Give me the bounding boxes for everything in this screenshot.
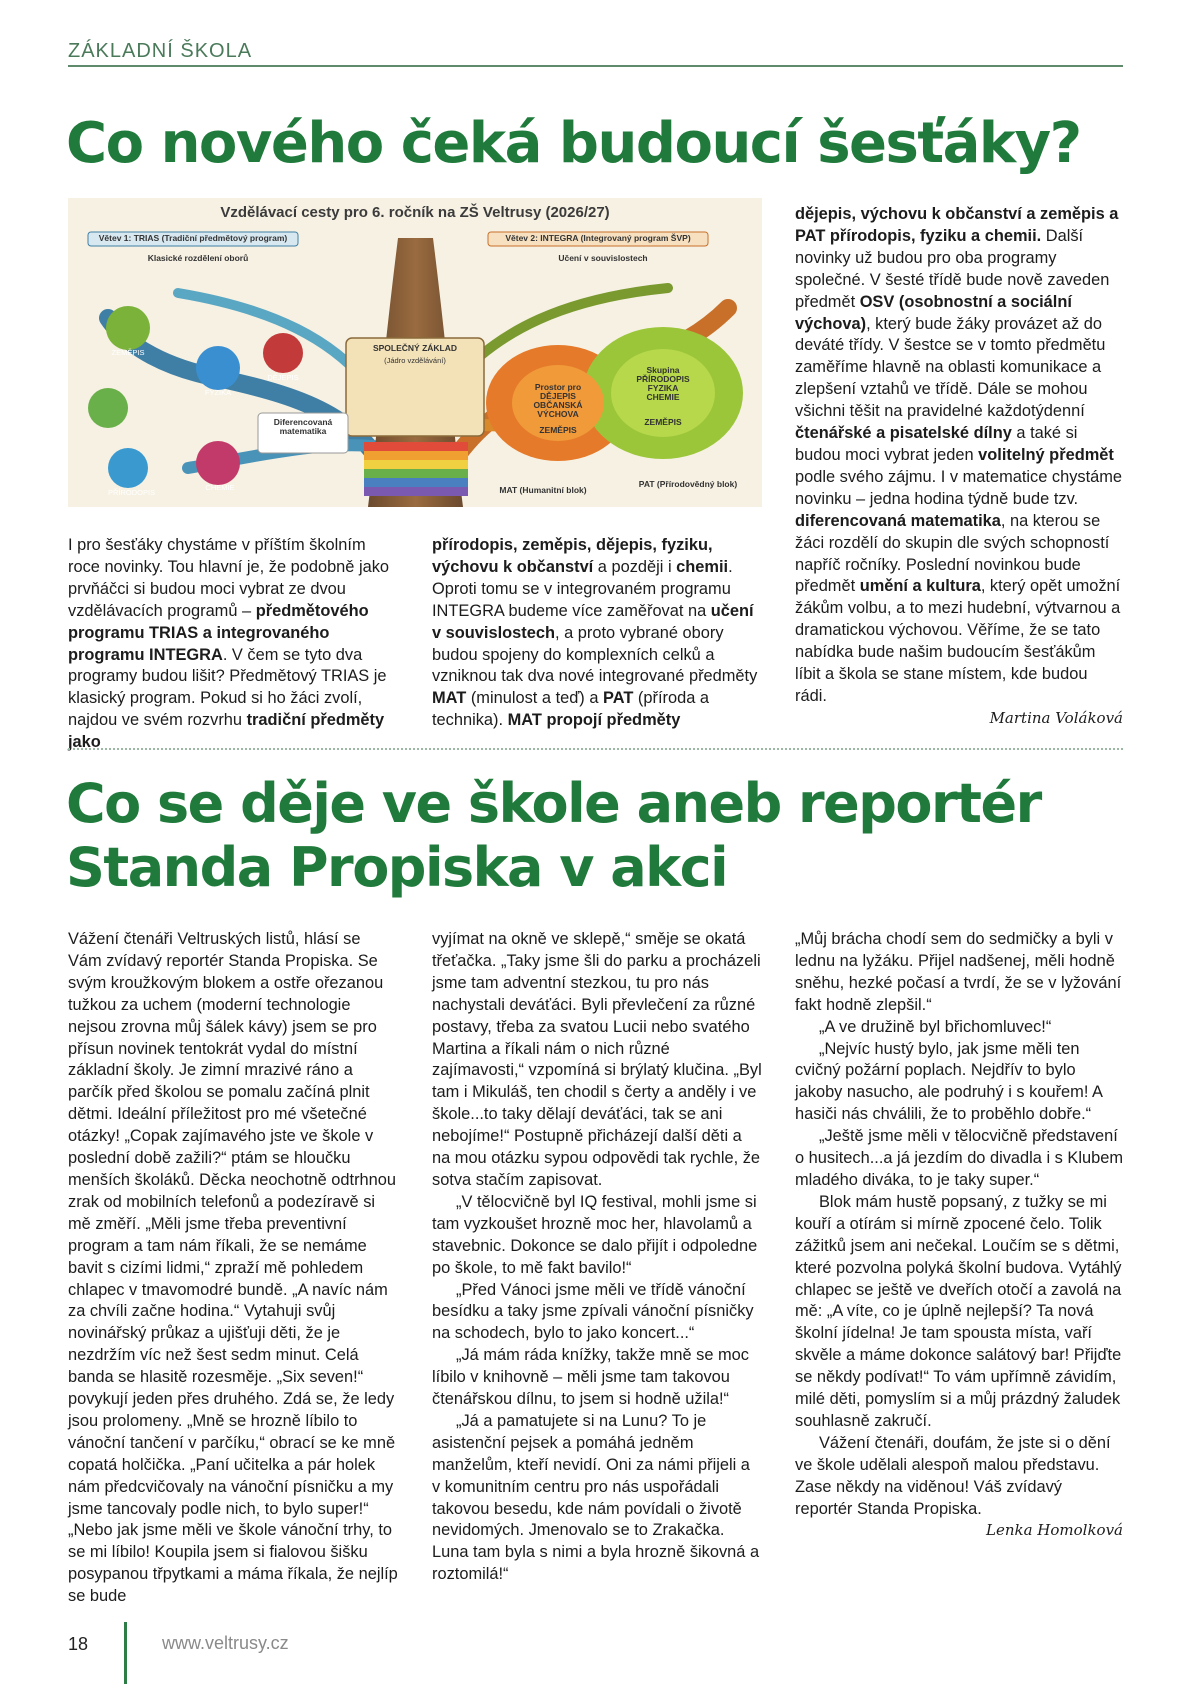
pat-block-text: Skupina PŘÍRODOPIS FYZIKA CHEMIE [636,365,690,402]
pat-label: PAT (Přírodovědný blok) [638,479,738,489]
paragraph: „V tělocvičně byl IQ festival, mohli jsme si tam vyzkoušet hrozně moc her, hlavolamů a stavebnic. Dokonce se dalo přijít i odpoledne po škole, to mě fakt bavilo!“ [432,1192,758,1277]
footer-url[interactable]: www.veltrusy.cz [162,1633,289,1653]
paragraph: „A ve družině byl břichomluvec!“ [819,1017,1052,1036]
article1-column-3-text [795,204,1123,708]
paragraph: „Nejvíc hustý bylo, jak jsme měli ten cvičný požární poplach. Nejdřív to bylo jakoby nasucho, ale podruhý i s kouřem! A hasiči nás chválili, že to proběhlo dobře.“ [795,1039,1103,1124]
paragraph: dějepis, výchovu k občanství a zeměpis a PAT přírodopis, fyziku a chemii. Další novinky už budou pro oba programy společné. V šesté třídě bude nově zaveden předmět OSV (osobnostní a sociální výchova), který bude žáky provázet až do deváté třídy. V šestce se v tomto předmětu zaměříme hlavně na oblasti komunikace a zlepšení vztahů ve třídě. Dále se mohou všichni těšit na pravidelné každotýdenní čtenářské a pisatelské dílny a také si budou moci vybrat jeden volitelný předmět podle svého zájmu. I v matematice chystáme novinku – jedna hodina týdně bude tzv. diferencovaná matematika, na kterou se žáci rozdělí do skupin dle svých schopností napříč ročníky. Poslední novinkou bude předmět umění a kultura, který opět umožní žákům volbu, a to mezi hudební, výtvarnou a dramatickou výchovou. Věříme, že se tato nabídka bude našim budoucím šesťákům líbit a škola se stane místem, kde budou rádi. [795,205,1123,705]
article2-headline-line2: Standa Propiska v akci [66,836,728,899]
illustration-title: Vzdělávací cesty pro 6. ročník na ZŠ Veltrusy (2026/27) [220,204,610,221]
article2-column-3-text [795,929,1123,1520]
top-rule [68,65,1123,67]
mat-label: MAT (Humanitní blok) [499,485,587,495]
paragraph: vyjímat na okně ve sklepě,“ směje se okatá třeťačka. „Taky jsme šli do parku a procházeli jsme tam adventní stezkou, tu pro nás nachystali deváťáci. Byli převlečení za různé postavy, třeba za svatou Lucii nebo svatého Martina a říkali nám o nich různé zajímavosti,“ vzpomíná si brýlatý klučina. „Byl tam i Mikuláš, ten chodil s čerty a anděly i ve škole...to taky dělají deváťáci, tak se ani nebojíme!“ Postupně přicházejí další děti a na mou otázku sypou odpovědi tak rychle, že sotva stačím zapisovat. [432,930,762,1189]
pat-block-text-2: ZEMĚPIS [644,417,682,427]
page-number: 18 [68,1634,89,1654]
paragraph: Blok mám hustě popsaný, z tužky se mi kouří a otírám si mírně zpocené čelo. Tolik zážitků jsem ani nečekal. Loučím se s dětmi, které pozvolna polyká školní budova. Vytáhlý chlapec se ještě ve dveřích otočí a zavolá na mě: „A víte, co je úplně nejlepší? Ta nová školní jídelna! Je tam spousta místa, vaří skvěle a máme dokonce salátový bar! Přijďte se někdy podívat!“ To vám upřímně závidím, milé děti, pomyslím si a můj prázdný žaludek souhlasně zakručí. [795,1192,1122,1430]
article2-signature: Lenka Homolková [986,1521,1123,1540]
branch1-label: Větev 1: TRIAS (Tradiční předmětový program) [98,233,288,243]
branch2-label: Větev 2: INTEGRA (Integrovaný program ŠVP) [505,233,691,243]
footer-bar [124,1622,127,1684]
article-divider [68,748,1123,750]
paragraph: Vážení čtenáři, doufám, že jste si o dění ve škole udělali alespoň malou představu. Zase někdy na viděnou! Váš zvídavý reportér Standa Propiska. [795,1433,1111,1518]
mat-block-text: Prostor pro DĚJEPIS OBČANSKÁ VÝCHOVA [533,382,583,419]
article2-column-3 [795,929,1123,1542]
education-tree-illustration [68,198,762,507]
paragraph: „Ještě jsme měli v tělocvičně představení o husitech...a já jezdím do divadla i s Klubem mladého diváka, to je taky super.“ [795,1127,1123,1189]
paragraph: „Já mám ráda knížky, takže mně se moc líbilo v knihovně – měli jsme tam takovou čtenářskou dílnu, to jsem si hodně užila!“ [432,1346,749,1409]
article1-signature: Martina Voláková [989,708,1123,727]
article1-headline: Co nového čeká budoucí šesťáky? [66,111,1081,176]
common-base-title: SPOLEČNÝ ZÁKLAD [372,343,458,353]
article2-column-2 [432,929,762,1586]
article2-headline-line1: Co se děje ve škole aneb reportér [66,772,1041,835]
mat-block-text-2: ZEMĚPIS [539,425,577,435]
apple-label-5: CHEMIE [205,483,235,492]
article2-column-1 [68,929,398,1608]
common-base-sub: (Jádro vzdělávání) [384,356,446,365]
article1-column-3 [795,204,1123,730]
paragraph: přírodopis, zeměpis, dějepis, fyziku, výchovu k občanství a později i chemii. Oproti tomu se v integrovaném programu INTEGRA budeme více zaměřovat na učení v souvislostech, a proto vybrané obory budou spojeny do komplexních celků a vzniknou tak dva nové integrované předměty MAT (minulost a teď) a PAT (příroda a technika). MAT propojí předměty [432,536,758,730]
diff-math-label: Diferencovaná matematika [273,417,333,436]
apple-label-2: FYZIKA [204,388,232,397]
article1-column-2 [432,535,762,732]
paragraph: I pro šesťáky chystáme v příštím školním roce novinky. Tou hlavní je, že podobně jako prvňáčci si budou moci vybrat ze dvou vzdělávacích programů – předmětového programu TRIAS a integrovaného programu INTEGRA. V čem se tyto dva programy budou lišit? Předmětový TRIAS je klasický program. Pokud si ho žáci zvolí, najdou ve svém rozvrhu tradiční předměty jako [68,536,390,752]
section-label: ZÁKLADNÍ ŠKOLA [68,40,253,62]
apple-label-1: ZEMĚPIS [111,348,145,357]
apple-label-3: DĚJEPIS [267,373,299,382]
paragraph: Vážení čtenáři Veltruských listů, hlásí se Vám zvídavý reportér Standa Propiska. Se svým kroužkovým blokem a ostře ořezanou tužkou za uchem (moderní technologie nejsou zrovna můj šálek kávy) jsem se pro přísun novinek tentokrát vydal do místní základní školy. Je zimní mrazivé ráno a parčík před školou se pomalu začíná plnit dětmi. Ideální příležitost pro mé všetečné otázky! „Copak zajímavého jste ve škole v poslední době zažili?“ ptám se hloučku menších školáků. Děcka neochotně odtrhnou zrak od mobilních telefonů a podezíravě si mě změří. „Měli jsme třeba preventivní program a tam nám říkali, že se nemáme bavit s cizími lidmi,“ zpraží mě pohledem chlapec v tmavomodré bundě. „A navíc nám za chvíli začne hodina.“ Vytahuji svůj novinářský průkaz a ujišťuji děti, že je nezdržím víc než šest sedm minut. Celá banda se hlasitě rozesměje. „Six seven!“ povykují jeden přes druhého. Zdá se, že ledy jsou prolomeny. „Mně se hrozně líbilo to vánoční tančení v parčíku,“ obrací se ke mně copatá holčička. „Paní učitelka a pár holek nám předcvičovaly na vánoční písničku a my jsme tancovaly podle nich, to bylo super!“ „Nebo jak jsme měli ve škole vánoční trhy, to se mi líbilo! Koupila jsem si fialovou šišku posypanou třpytkami a máma říkala, že nejlíp se bude [68,930,398,1606]
article2-headline [66,772,1146,900]
article1-column-1 [68,535,398,754]
paragraph: „Před Vánoci jsme měli ve třídě vánoční besídku a taky jsme zpívali vánoční písničky na schodech, bylo to jako koncert...“ [432,1280,754,1343]
apple-label-4: PŘÍRODOPIS [108,488,156,497]
paragraph: „Já a pamatujete si na Lunu? To je asistenční pejsek a pomáhá jedněm manželům, kteří nevidí. Oni za námi přijeli a v komunitním centru pro nás uspořádali takovou besedu, kde nám povídali o životě nevidomých. Jmenovalo se to Zrakačka. Luna tam byla s nimi a byla hrozně šikovná a roztomilá!“ [432,1411,760,1584]
branch2-sub: Učení v souvislostech [558,253,648,263]
paragraph: „Můj brácha chodí sem do sedmičky a byli v lednu na lyžáku. Přijel nadšenej, měli hodně sněhu, hezké počasí a tvrdí, že se v lyžování fakt hodně zlepšil.“ [795,930,1122,1014]
branch1-sub: Klasické rozdělení oborů [147,253,249,263]
